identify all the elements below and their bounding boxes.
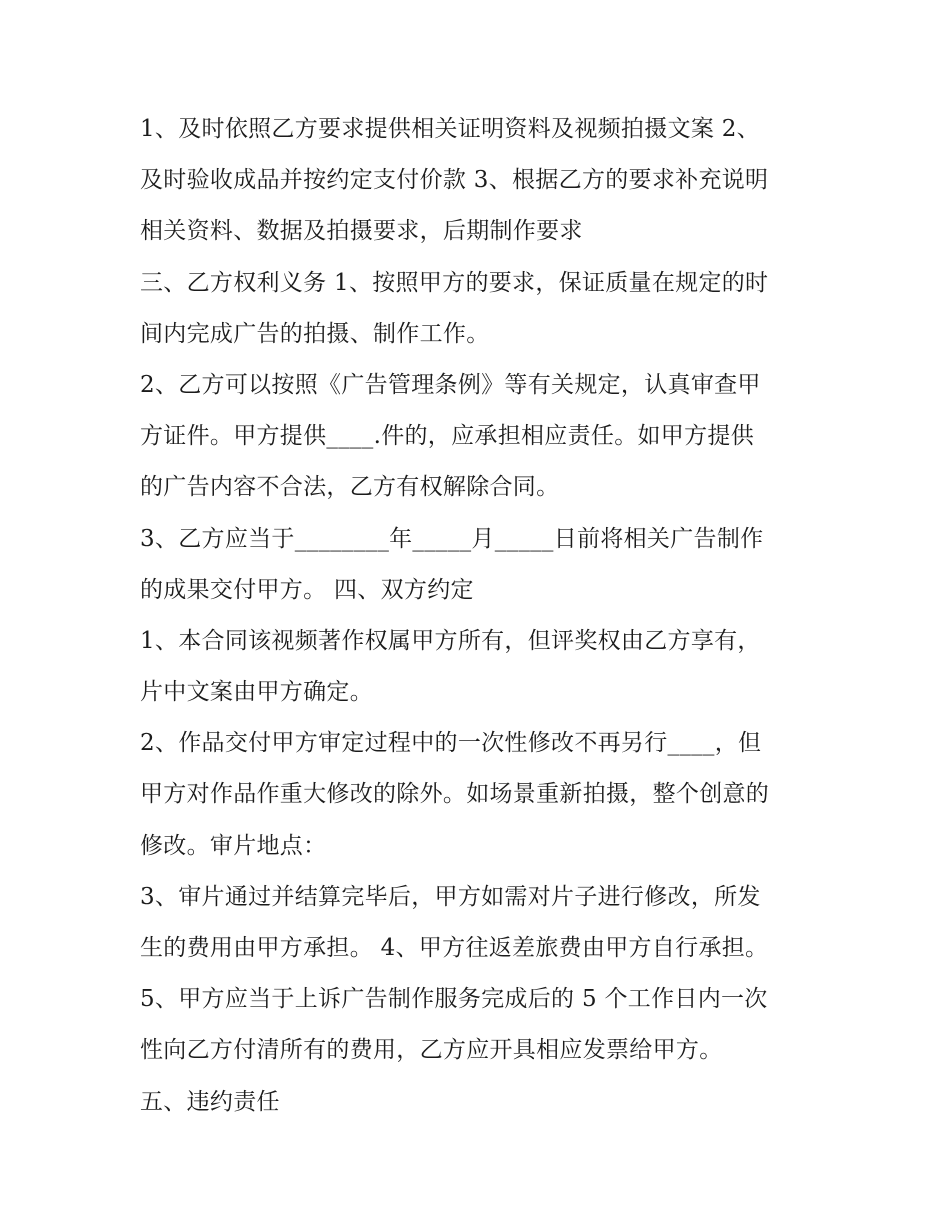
text-line: 3、审片通过并结算完毕后，甲方如需对片子进行修改，所发 <box>140 883 761 910</box>
text-line: 性向乙方付清所有的费用，乙方应开具相应发票给甲方。 <box>140 1037 723 1064</box>
text-line: 方证件。甲方提供____.件的，应承担相应责任。如甲方提供 <box>140 423 755 450</box>
text-line: 3、乙方应当于________年_____月_____日前将相关广告制作 <box>140 525 764 552</box>
text-line: 2、乙方可以按照《广告管理条例》等有关规定，认真审查甲 <box>140 371 761 398</box>
text-line: 1、及时依照乙方要求提供相关证明资料及视频拍摄文案 2、 <box>140 116 760 142</box>
text-line: 相关资料、数据及拍摄要求，后期制作要求 <box>140 218 583 245</box>
text-line: 间内完成广告的拍摄、制作工作。 <box>140 320 490 347</box>
text-line: 甲方对作品作重大修改的除外。如场景重新拍摄，整个创意的 <box>140 781 770 808</box>
text-line: 及时验收成品并按约定支付价款 3、根据乙方的要求补充说明 <box>140 167 769 194</box>
text-line: 1、本合同该视频著作权属甲方所有，但评奖权由乙方享有， <box>140 627 761 654</box>
section-5-heading: 五、违约责任 <box>140 1088 280 1115</box>
text-line: 2、作品交付甲方审定过程中的一次性修改不再另行____，但 <box>140 730 762 757</box>
text-line: 片中文案由甲方确定。 <box>140 679 373 706</box>
section-4-heading-line: 的成果交付甲方。 四、双方约定 <box>140 576 474 603</box>
text-line: 修改。审片地点： <box>140 832 327 859</box>
section-3-heading-line: 三、乙方权利义务 1、按照甲方的要求，保证质量在规定的时 <box>140 269 769 296</box>
text-line: 生的费用由甲方承担。 4、甲方往返差旅费由甲方自行承担。 <box>140 935 769 961</box>
text-line: 的广告内容不合法，乙方有权解除合同。 <box>140 474 560 501</box>
text-line: 5、甲方应当于上诉广告制作服务完成后的 5 个工作日内一次 <box>140 986 768 1013</box>
document-body <box>140 104 820 1128</box>
